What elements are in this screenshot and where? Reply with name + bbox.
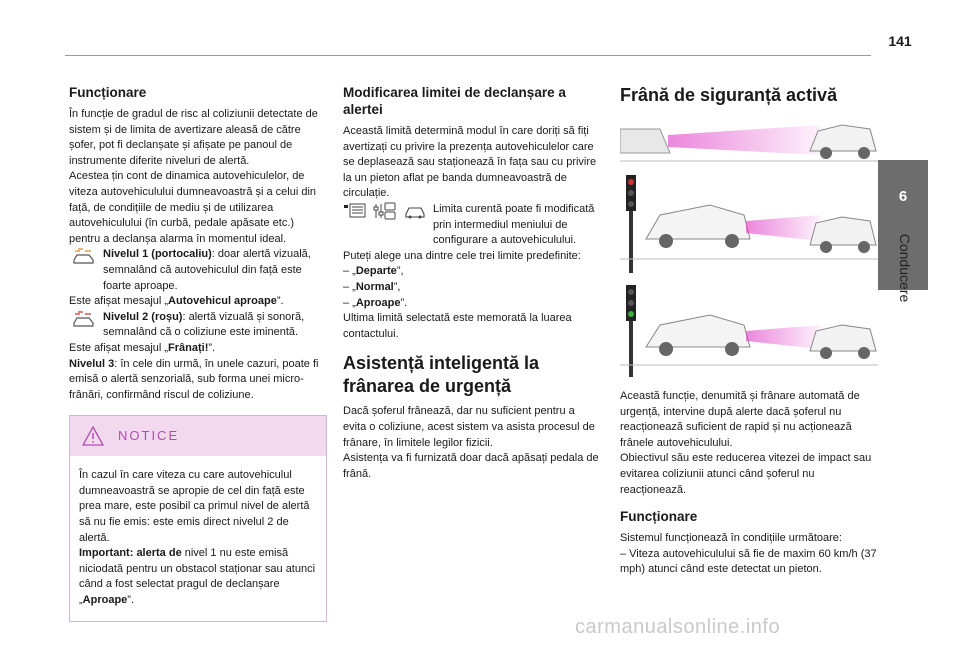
chapter-number: 6 bbox=[898, 188, 908, 205]
notice-header bbox=[70, 416, 326, 456]
section-heading: Funcționare bbox=[69, 85, 147, 100]
column-middle bbox=[343, 84, 601, 482]
illustration-stopped-car bbox=[620, 285, 878, 379]
paragraph: În funcție de gradul de risc al coliziunii detectate de sistem și de limita de avertizare aleasă de către șofer, pot fi declanșate și afișate pe panoul de instrumente diferite niveluri de alertă. bbox=[69, 108, 318, 167]
option-item: – „Normal”, bbox=[343, 280, 401, 293]
car-icon bbox=[403, 202, 427, 220]
alert-level-1 bbox=[69, 247, 327, 294]
config-icons-row bbox=[343, 202, 601, 249]
level-1-label: Nivelul 1 (portocaliu) bbox=[103, 248, 212, 261]
paragraph: – Viteza autovehiculului să fie de maxim 60 km/h (37 mph) atunci când este detectat un pieton. bbox=[620, 547, 877, 576]
watermark: carmanualsonline.info bbox=[575, 616, 781, 638]
paragraph: Această funcție, denumită și frânare automată de urgență, intervine după alerte dacă șoferul nu reacționează suficient de rapid și nu acționează frânele autovehiculului. bbox=[620, 390, 860, 449]
collision-alert-icon bbox=[71, 248, 97, 266]
option-item: – „Departe”, bbox=[343, 265, 404, 278]
menu-icon bbox=[343, 202, 367, 220]
page-number: 141 bbox=[888, 33, 912, 49]
notice-title: NOTICE bbox=[118, 428, 180, 444]
section-heading: Asistență inteligentă la frânarea de urgență bbox=[343, 353, 540, 397]
notice-box bbox=[69, 415, 327, 621]
section-heading: Frână de siguranță activă bbox=[620, 85, 838, 105]
icons-description: Limita curentă poate fi modificată prin intermediul meniului de configurare a autovehiculului. bbox=[433, 202, 595, 247]
paragraph: Ultima limită selectată este memorată la luarea contactului. bbox=[343, 312, 572, 340]
warning-triangle-icon bbox=[82, 426, 104, 446]
paragraph: Această limită determină modul în care doriți să fiți avertizați cu privire la prezența autovehiculelor care se deplasează sau staționează în fața sau cu privire la un pieton aflat pe banda dumneavoastră de circulație. bbox=[343, 125, 597, 200]
paragraph: Obiectivul său este reducerea vitezei de impact sau evitarea coliziunii atunci când șoferul nu reacționează. bbox=[620, 452, 872, 496]
illustration-car-detection bbox=[620, 117, 878, 163]
settings-icon bbox=[373, 202, 397, 220]
header-rule bbox=[65, 55, 871, 56]
paragraph: Puteți alege una dintre cele trei limite predefinite: bbox=[343, 249, 581, 262]
chapter-name: Conducere bbox=[897, 233, 913, 303]
option-item: – „Aproape”. bbox=[343, 296, 408, 309]
section-heading: Funcționare bbox=[620, 509, 698, 525]
notice-paragraph: În cazul în care viteza cu care autovehiculul dumneavoastră se apropie de cel din față este prea mare, este posibil ca primul nivel de alertă să nu fie emis: este emis direct nivelul 2 de alertă. bbox=[79, 469, 310, 544]
notice-paragraph: Important: alerta de nivel 1 nu este emisă niciodată pentru un obstacol staționar sau atunci când a fost selectat pragul de declanșare „Aproape”. bbox=[79, 547, 316, 607]
level-2-text: : alertă vizuală și sonoră, semnalând că o coliziune este iminentă. bbox=[103, 310, 305, 339]
collision-alert-icon bbox=[71, 311, 97, 329]
column-right bbox=[620, 84, 878, 578]
illustration-traffic-light bbox=[620, 175, 878, 275]
level-1-message: Este afișat mesajul „Autovehicul aproape”. bbox=[69, 295, 284, 308]
notice-body bbox=[70, 456, 326, 620]
column-left bbox=[69, 84, 327, 622]
paragraph: Acestea țin cont de dinamica autovehiculelor, de viteza autovehiculului dumneavoastră și a celui din față, de condițiile de mediu și de utilizarea autovehiculului (în curbă, pedale apăsate etc.) pentru a declanșa alarma în momentul ideal. bbox=[69, 170, 317, 245]
level-3: Nivelul 3: în cele din urmă, în unele cazuri, poate fi emisă o alertă senzorială, sub forma unei micro-frânări, confirmând riscul de coliziune. bbox=[69, 357, 319, 401]
paragraph: Asistența va fi furnizată doar dacă apăsați pedala de frână. bbox=[343, 452, 599, 480]
level-2-label: Nivelul 2 (roșu) bbox=[103, 310, 183, 323]
level-1-text: : doar alertă vizuală, semnalând că autovehiculul din față este foarte aproape. bbox=[103, 248, 311, 292]
level-2-message: Este afișat mesajul „Frânați!”. bbox=[69, 341, 216, 354]
paragraph: Sistemul funcționează în condițiile următoare: bbox=[620, 532, 842, 545]
chapter-label bbox=[884, 220, 924, 330]
section-heading: Modificarea limitei de declanșare a alertei bbox=[343, 85, 566, 117]
alert-level-2 bbox=[69, 310, 327, 341]
paragraph: Dacă șoferul frânează, dar nu suficient pentru a evita o coliziune, acest sistem va asista procesul de frânare, în limitele legilor fizicii. bbox=[343, 405, 595, 449]
